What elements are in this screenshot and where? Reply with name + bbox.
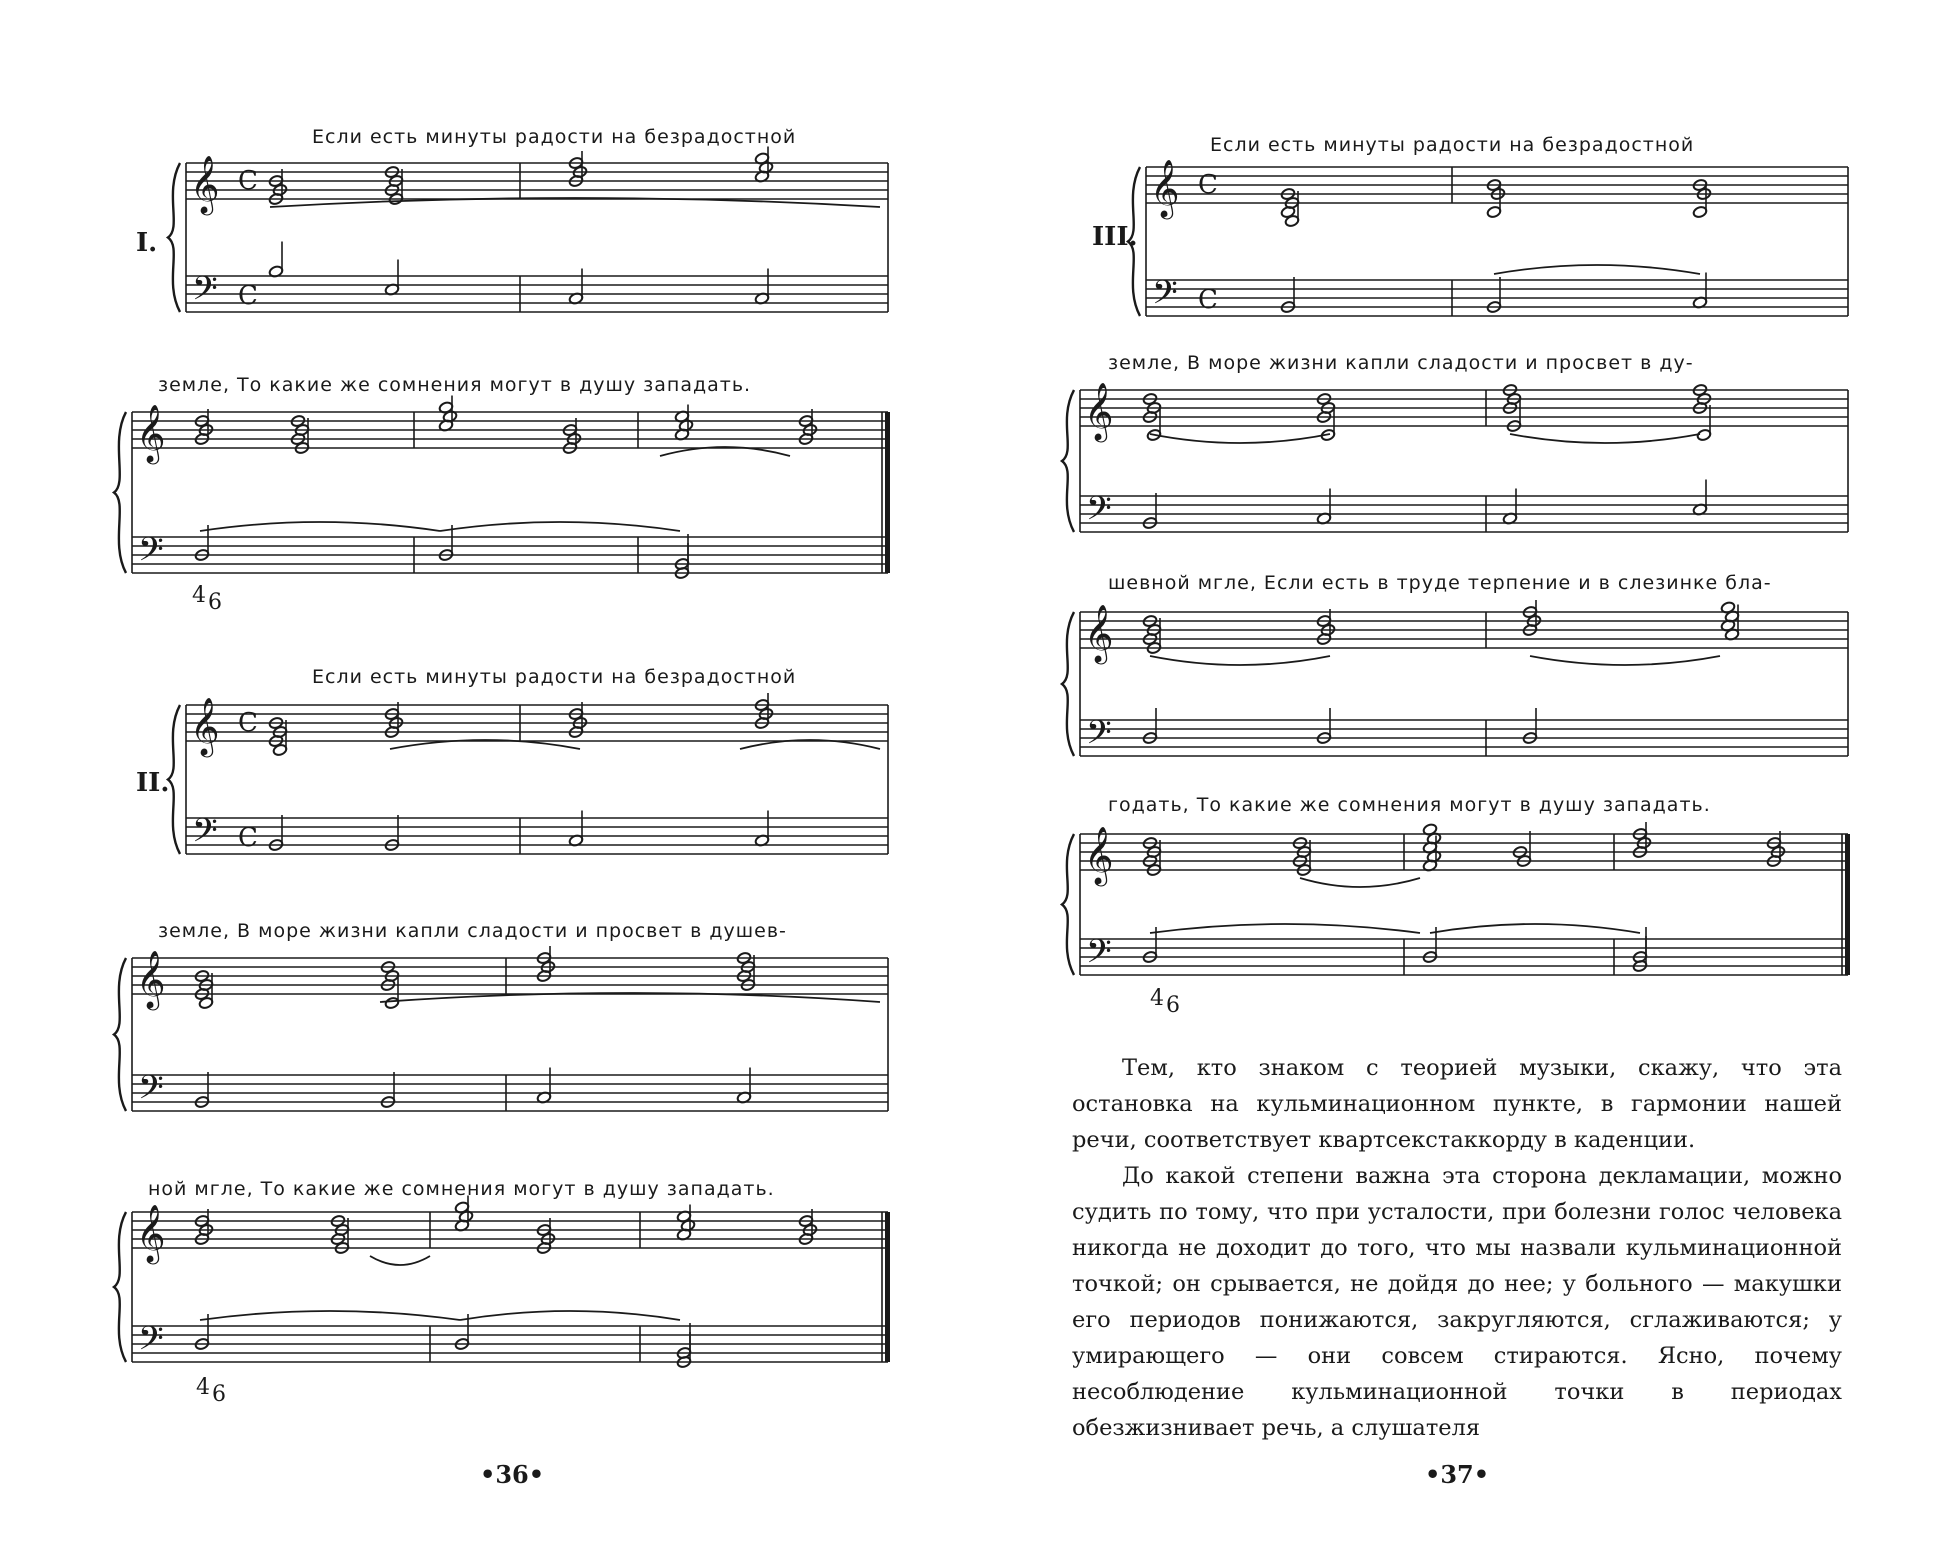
system-1-lyric: Если есть минуты радости на безрадостной xyxy=(312,126,797,148)
figure-4: 4 xyxy=(1150,986,1164,1011)
paragraph-2: До какой степени важна эта сторона декламации, можно судить по тому, что при усталости, при болезни голос человека никогда не доходит до того, что мы назвали кульминационной точкой; он срывается, не дойдя до нее; у больного — макушки его периодов понижаются, закругляются, сглаживаются; у умирающего — они совсем стираются. Ясно, почему несоблюдение кульминационной точки в периодах обезжизнивает речь, а слушателя xyxy=(1072,1163,1842,1441)
system-8-lyric: шевной мгле, Если есть в труде терпение и в слезинке бла- xyxy=(1108,572,1772,594)
bass-clef: 𝄢 xyxy=(192,812,218,858)
time-signature: C xyxy=(238,823,258,853)
system-3-label: II. xyxy=(136,768,170,798)
system-7-lyric: земле, В море жизни капли сладости и просвет в ду- xyxy=(1108,352,1694,374)
bass-clef: 𝄢 xyxy=(138,531,164,577)
treble-clef: 𝄞 xyxy=(136,1204,166,1262)
page-number-left: •36• xyxy=(480,1460,545,1489)
system-5-lyric: ной мгле, То какие же сомнения могут в душу западать. xyxy=(148,1178,775,1200)
time-signature: C xyxy=(238,166,258,196)
bass-clef: 𝄢 xyxy=(192,270,218,316)
treble-clef: 𝄞 xyxy=(1084,826,1114,884)
time-signature: C xyxy=(238,708,258,738)
system-9-lyric: годать, То какие же сомнения могут в душу западать. xyxy=(1108,794,1711,816)
bass-clef: 𝄢 xyxy=(1086,490,1112,536)
time-signature: C xyxy=(1198,285,1218,315)
figure-6: 6 xyxy=(208,590,222,615)
figure-4: 4 xyxy=(192,583,206,608)
figure-6: 6 xyxy=(1166,993,1180,1018)
system-2-figured-bass xyxy=(192,583,222,615)
system-6-lyric: Если есть минуты радости на безрадостной xyxy=(1210,134,1695,156)
system-2-lyric: земле, То какие же сомнения могут в душу западать. xyxy=(158,374,752,396)
figure-6: 6 xyxy=(212,1382,226,1407)
paragraph-1: Тем, кто знаком с теорией музыки, скажу, что эта остановка на кульминационном пункте, в гармонии нашей речи, соответствует квартсекстаккорду в каденции. xyxy=(1072,1055,1842,1153)
treble-clef: 𝄞 xyxy=(136,950,166,1008)
system-9-figured-bass xyxy=(1150,986,1180,1018)
system-3-lyric: Если есть минуты радости на безрадостной xyxy=(312,666,797,688)
system-1-label: I. xyxy=(136,228,158,258)
time-signature: C xyxy=(238,281,258,311)
treble-clef: 𝄞 xyxy=(136,404,166,462)
bass-clef: 𝄢 xyxy=(138,1069,164,1115)
treble-clef: 𝄞 xyxy=(1084,604,1114,662)
bass-clef: 𝄢 xyxy=(1086,933,1112,979)
time-signature: C xyxy=(1198,170,1218,200)
system-5-figured-bass xyxy=(196,1375,226,1407)
system-4-lyric: земле, В море жизни капли сладости и просвет в душев- xyxy=(158,920,787,942)
figure-4: 4 xyxy=(196,1375,210,1400)
treble-clef: 𝄞 xyxy=(1084,382,1114,440)
body-text xyxy=(1072,1050,1842,1446)
treble-clef: 𝄞 xyxy=(190,697,220,755)
page-number-right: •37• xyxy=(1425,1460,1490,1489)
bass-clef: 𝄢 xyxy=(1086,714,1112,760)
treble-clef: 𝄞 xyxy=(1150,159,1180,217)
bass-clef: 𝄢 xyxy=(1152,274,1178,320)
bass-clef: 𝄢 xyxy=(138,1320,164,1366)
system-6-label: III. xyxy=(1092,222,1138,252)
treble-clef: 𝄞 xyxy=(190,155,220,213)
